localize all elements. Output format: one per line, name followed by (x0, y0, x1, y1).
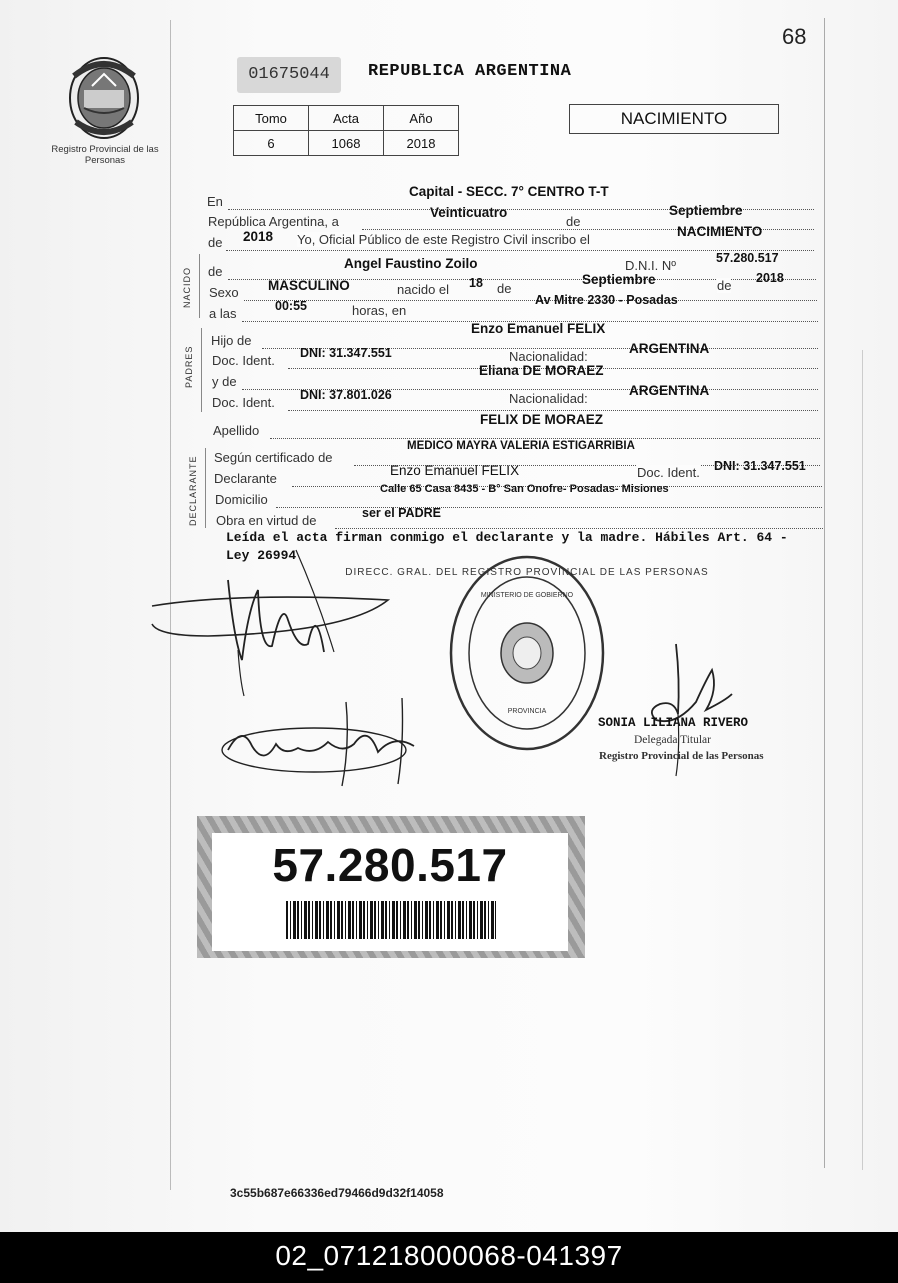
dotted-line (276, 493, 822, 508)
value-lugar: Capital - SECC. 7° CENTRO T-T (409, 184, 609, 199)
label-horas: horas, en (352, 303, 407, 318)
value-dia: Veinticuatro (430, 205, 508, 220)
label-de: de (208, 264, 223, 279)
coat-of-arms-logo (66, 56, 142, 140)
label-doc-ident: Doc. Ident. (637, 465, 700, 480)
value-hora: 00:55 (275, 299, 307, 313)
label-yo: Yo, Oficial Público de este Registro Civil inscribo el (297, 232, 590, 247)
label-declarante: Declarante (214, 471, 277, 486)
value-declarante-doc: DNI: 31.347.551 (714, 459, 806, 473)
registry-value: 1068 (309, 131, 384, 156)
label-obra: Obra en virtud de (216, 513, 317, 528)
dni-label-number: 57.280.517 (272, 839, 508, 891)
value-tipo: NACIMIENTO (677, 224, 763, 239)
registry-header: Año (384, 106, 459, 131)
label-en: En (207, 194, 223, 209)
value-apellido: FELIX DE MORAEZ (480, 412, 604, 427)
label-republica: República Argentina, a (208, 214, 339, 229)
label-hijo-de: Hijo de (211, 333, 252, 348)
registry-header-row (234, 106, 459, 131)
page-number: 68 (782, 24, 807, 49)
section-divider (201, 328, 202, 412)
label-a-las: a las (209, 306, 237, 321)
value-padre: Enzo Emanuel FELIX (471, 321, 606, 336)
label-de: de (497, 281, 512, 296)
registry-table (233, 105, 459, 156)
value-madre-doc: DNI: 37.801.026 (300, 388, 392, 402)
value-mes-nac: Septiembre (582, 272, 656, 287)
side-label-padres: PADRES (184, 345, 194, 388)
value-lugar-nac: Av Mitre 2330 - Posadas (535, 293, 678, 307)
act-type-box: NACIMIENTO (569, 104, 779, 134)
value-dia-nac: 18 (469, 276, 483, 290)
label-y-de: y de (212, 374, 237, 389)
label-segun: Según certificado de (214, 450, 333, 465)
value-nombre: Angel Faustino Zoilo (344, 256, 478, 271)
seal-inner-text: MINISTERIO DE GOBIERNO (480, 592, 574, 599)
side-label-declarante: DECLARANTE (188, 455, 198, 526)
value-anio: 2018 (243, 229, 274, 244)
page-edge-rule (824, 18, 825, 1168)
seal-outer-text: DIRECC. GRAL. DEL REGISTRO PROVINCIAL DE LAS PERSONAS (345, 567, 709, 578)
label-de: de (208, 235, 223, 250)
value-dni: 57.280.517 (716, 251, 779, 265)
signature-madre (218, 694, 438, 790)
value-anio-nac: 2018 (756, 271, 784, 285)
value-madre-nac: ARGENTINA (629, 383, 710, 398)
side-label-nacido: NACIDO (182, 266, 192, 308)
label-domicilio: Domicilio (215, 492, 268, 507)
logo-caption: Registro Provincial de las Personas (51, 144, 159, 166)
value-madre: Eliana DE MORAEZ (479, 363, 604, 378)
value-domicilio: Calle 65 Casa 8435 - B° San Onofre- Posadas- Misiones (380, 483, 669, 495)
value-mes: Septiembre (669, 203, 743, 218)
label-doc-ident: Doc. Ident. (212, 395, 275, 410)
label-nacido: nacido el (397, 282, 450, 297)
official-role: Delegada Titular (634, 734, 711, 746)
section-divider (205, 448, 206, 528)
dotted-line (242, 307, 818, 322)
label-sexo: Sexo (209, 285, 239, 300)
label-de: de (566, 214, 581, 229)
value-sexo: MASCULINO (268, 278, 350, 293)
section-divider (199, 254, 200, 318)
registry-header: Acta (309, 106, 384, 131)
footer-id: 02_071218000068-041397 (275, 1240, 623, 1271)
closing-statement: Leída el acta firman conmigo el declarante y la madre. Hábiles Art. 64 - Ley 26994 (226, 530, 788, 563)
registry-value: 2018 (384, 131, 459, 156)
country-title: REPUBLICA ARGENTINA (368, 62, 572, 81)
registry-header: Tomo (234, 106, 309, 131)
registry-value-row (234, 131, 459, 156)
value-declarante: Enzo Emanuel FELIX (390, 463, 520, 478)
official-org: Registro Provincial de las Personas (599, 750, 764, 762)
page-edge-shadow (862, 350, 863, 1170)
label-nacionalidad: Nacionalidad: (509, 349, 588, 364)
label-dni: D.N.I. Nº (625, 258, 676, 273)
signature-declarante (148, 540, 398, 700)
document-hash: 3c55b687e66336ed79466d9d32f14058 (230, 1186, 444, 1200)
label-nacionalidad: Nacionalidad: (509, 391, 588, 406)
barcode-icon (286, 901, 496, 939)
label-doc-ident: Doc. Ident. (212, 353, 275, 368)
value-padre-nac: ARGENTINA (629, 341, 710, 356)
value-certificado: MEDICO MAYRA VALERIA ESTIGARRIBIA (407, 440, 635, 452)
serial-number: 01675044 (237, 57, 341, 93)
label-apellido: Apellido (213, 423, 260, 438)
value-padre-doc: DNI: 31.347.551 (300, 346, 392, 360)
seal-bottom-text: PROVINCIA (507, 708, 547, 715)
official-name: SONIA LILIANA RIVERO (598, 716, 749, 730)
label-de: de (717, 278, 732, 293)
registry-value: 6 (234, 131, 309, 156)
value-obra: ser el PADRE (362, 506, 441, 520)
